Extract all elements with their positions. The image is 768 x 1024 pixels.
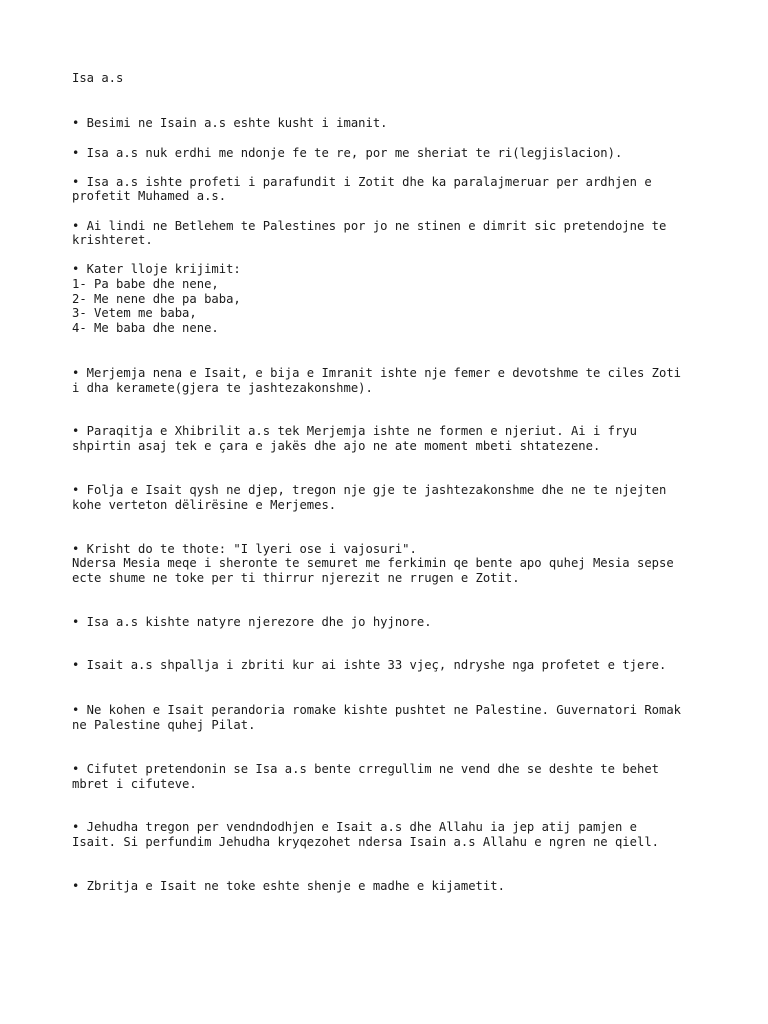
paragraph-1-line-1: • Besimi ne Isain a.s eshte kusht i imanit. [72, 116, 388, 130]
paragraph-9-line-1: • Krisht do te thote: "I lyeri ose i vajosuri". [72, 542, 417, 556]
paragraph-4-line-1: • Ai lindi ne Betlehem te Palestines por jo ne stinen e dimrit sic pretendojne te [72, 219, 667, 233]
paragraph-5-line-3: 2- Me nene dhe pa baba, [72, 292, 241, 306]
paragraph-13-line-2: mbret i cifuteve. [72, 777, 197, 791]
paragraph-15-line-1: • Zbritja e Isait ne toke eshte shenje e madhe e kijametit. [72, 879, 505, 893]
paragraph-5-line-1: • Kater lloje krijimit: [72, 262, 241, 276]
document-title: Isa a.s [72, 71, 124, 85]
paragraph-3-line-2: profetit Muhamed a.s. [72, 189, 227, 203]
paragraph-3-line-1: • Isa a.s ishte profeti i parafundit i Zotit dhe ka paralajmeruar per ardhjen e [72, 175, 652, 189]
paragraph-7-line-2: shpirtin asaj tek e çara e jakës dhe ajo ne ate moment mbeti shtatezene. [72, 439, 601, 453]
paragraph-9-line-2: Ndersa Mesia meqe i sheronte te semuret me ferkimin qe bente apo quhej Mesia sepse [72, 556, 674, 570]
paragraph-2-line-1: • Isa a.s nuk erdhi me ndonje fe te re, por me sheriat te ri(legjislacion). [72, 146, 623, 160]
paragraph-9-line-3: ecte shume ne toke per ti thirrur njerezit ne rrugen e Zotit. [72, 571, 520, 585]
paragraph-5-line-4: 3- Vetem me baba, [72, 306, 197, 320]
paragraph-12-line-1: • Ne kohen e Isait perandoria romake kishte pushtet ne Palestine. Guvernatori Romak [72, 703, 682, 717]
paragraph-7-line-1: • Paraqitja e Xhibrilit a.s tek Merjemja ishte ne formen e njeriut. Ai i fryu [72, 424, 637, 438]
paragraph-5-line-5: 4- Me baba dhe nene. [72, 321, 219, 335]
paragraph-10-line-1: • Isa a.s kishte natyre njerezore dhe jo hyjnore. [72, 615, 432, 629]
paragraph-6-line-1: • Merjemja nena e Isait, e bija e Imranit ishte nje femer e devotshme te ciles Zoti [72, 366, 682, 380]
paragraph-8-line-1: • Folja e Isait qysh ne djep, tregon nje gje te jashtezakonshme dhe ne te njejten [72, 483, 667, 497]
paragraph-4-line-2: krishteret. [72, 233, 153, 247]
paragraph-5-line-2: 1- Pa babe dhe nene, [72, 277, 219, 291]
paragraph-8-line-2: kohe verteton dëlirësine e Merjemes. [72, 498, 337, 512]
paragraph-6-line-2: i dha keramete(gjera te jashtezakonshme). [72, 381, 373, 395]
paragraph-14-line-2: Isait. Si perfundim Jehudha kryqezohet ndersa Isain a.s Allahu e ngren ne qiell. [72, 835, 659, 849]
paragraph-11-line-1: • Isait a.s shpallja i zbriti kur ai ishte 33 vjeç, ndryshe nga profetet e tjere. [72, 658, 667, 672]
paragraph-14-line-1: • Jehudha tregon per vendndodhjen e Isait a.s dhe Allahu ia jep atij pamjen e [72, 820, 637, 834]
paragraph-12-line-2: ne Palestine quhej Pilat. [72, 718, 256, 732]
paragraph-13-line-1: • Cifutet pretendonin se Isa a.s bente crregullim ne vend dhe se deshte te behet [72, 762, 659, 776]
